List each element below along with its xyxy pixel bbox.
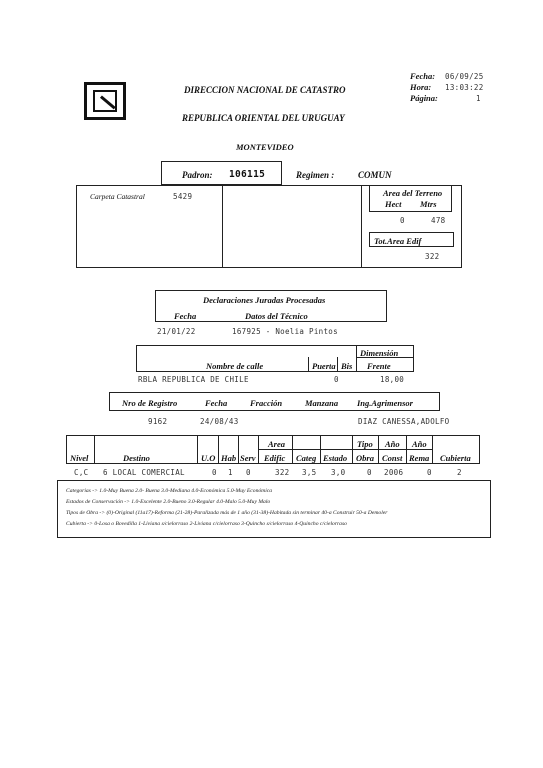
row-categ: 3,5 bbox=[302, 468, 317, 477]
obra-header: Obra bbox=[356, 453, 374, 463]
row-tipo: 0 bbox=[367, 468, 372, 477]
dimension-label: Dimensión bbox=[360, 348, 399, 358]
nro-registro-label: Nro de Registro bbox=[122, 398, 178, 408]
hora-value: 13:03:22 bbox=[445, 83, 484, 92]
tot-area-value: 322 bbox=[425, 252, 440, 261]
pagina-value: 1 bbox=[476, 94, 481, 103]
nombre-calle-label: Nombre de calle bbox=[206, 361, 264, 371]
row-estado: 3,0 bbox=[331, 468, 346, 477]
puerta-value: 0 bbox=[334, 375, 339, 384]
cubierta-header: Cubierta bbox=[440, 453, 471, 463]
regimen-value: COMUN bbox=[358, 170, 392, 180]
area-header: Area bbox=[268, 439, 285, 449]
declaraciones-title: Declaraciones Juradas Procesadas bbox=[203, 295, 326, 305]
row-const: 2006 bbox=[384, 468, 404, 477]
hora-label: Hora: bbox=[410, 82, 432, 92]
edific-header: Edific bbox=[264, 453, 286, 463]
row-serv: 0 bbox=[246, 468, 251, 477]
divider bbox=[222, 185, 223, 268]
divider bbox=[361, 185, 362, 268]
ano-rema-header: Año bbox=[412, 439, 427, 449]
hab-header: Hab bbox=[221, 453, 237, 463]
legend-categorias: Categorias -> 1.0-Muy Buena 2.0- Buena 3.0-Mediana 4.0-Económica 5.0-Muy Económica bbox=[66, 488, 273, 494]
agrimensor-value: DIAZ CANESSA,ADOLFO bbox=[358, 417, 450, 426]
tipo-header: Tipo bbox=[357, 439, 373, 449]
legend-cubierta: Cubierta -> 0-Losa o Bovedilla 1-Liviana s/cielorraso 2-Liviana c/cielorraso 3-Quincho s/cielorraso 4-Quincho c/cielorraso bbox=[66, 521, 347, 527]
declaraciones-fecha-value: 21/01/22 bbox=[157, 327, 196, 336]
row-rema: 0 bbox=[427, 468, 432, 477]
registro-fecha-value: 24/08/43 bbox=[200, 417, 239, 426]
row-cubierta: 2 bbox=[457, 468, 462, 477]
row-nivel: C,C bbox=[74, 468, 89, 477]
row-area: 322 bbox=[275, 468, 290, 477]
registro-fecha-label: Fecha bbox=[205, 398, 228, 408]
mtrs-value: 478 bbox=[431, 216, 446, 225]
department-title: MONTEVIDEO bbox=[236, 142, 294, 152]
nivel-header: Nivel bbox=[70, 453, 89, 463]
estado-header: Estado bbox=[323, 453, 348, 463]
destino-header: Destino bbox=[123, 453, 150, 463]
padron-value: 106115 bbox=[229, 169, 266, 180]
divider bbox=[94, 435, 95, 464]
area-terreno-title: Area del Terreno bbox=[383, 188, 443, 198]
categ-header: Categ bbox=[296, 453, 317, 463]
hect-label: Hect bbox=[385, 199, 402, 209]
agrimensor-label: Ing.Agrimensor bbox=[357, 398, 413, 408]
divider bbox=[218, 435, 219, 464]
regimen-label: Regimen : bbox=[296, 170, 335, 180]
nombre-calle-value: RBLA REPUBLICA DE CHILE bbox=[138, 375, 249, 384]
row-destino: 6 LOCAL COMERCIAL bbox=[103, 468, 185, 477]
frente-label: Frente bbox=[367, 361, 391, 371]
divider bbox=[356, 345, 357, 372]
padron-label: Padron: bbox=[182, 170, 213, 180]
puerta-label: Puerta bbox=[312, 361, 336, 371]
declaraciones-fecha-label: Fecha bbox=[174, 311, 197, 321]
fecha-value: 06/09/25 bbox=[445, 72, 484, 81]
tot-area-label: Tot.Area Edif bbox=[374, 236, 422, 246]
carpeta-value: 5429 bbox=[173, 192, 193, 201]
tecnico-value: 167925 - Noelia Pintos bbox=[232, 327, 338, 336]
rema-header: Rema bbox=[409, 453, 430, 463]
divider bbox=[337, 357, 338, 372]
divider bbox=[238, 435, 239, 464]
legend-tipos: Tipos de Obra -> (0)-Original (11a17)-Reforma (21-28)-Paralizada más de 1 año (31-38)-Habitada sin terminar 40-a Construir 50-a Demoler bbox=[66, 510, 388, 516]
mtrs-label: Mtrs bbox=[420, 199, 437, 209]
row-hab: 1 bbox=[228, 468, 233, 477]
row-uo: 0 bbox=[212, 468, 217, 477]
divider bbox=[258, 449, 432, 450]
country-title: REPUBLICA ORIENTAL DEL URUGUAY bbox=[182, 113, 345, 123]
uo-header: U.O bbox=[201, 453, 216, 463]
manzana-label: Manzana bbox=[305, 398, 339, 408]
legend-estados: Estados de Conservación -> 1.0-Excelente 2.0-Bueno 3.0-Regular 4.0-Malo 5.0-Muy Malo bbox=[66, 499, 271, 505]
ano-const-header: Año bbox=[385, 439, 400, 449]
serv-header: Serv bbox=[240, 453, 256, 463]
divider bbox=[197, 435, 198, 464]
agency-title: DIRECCION NACIONAL DE CATASTRO bbox=[184, 85, 346, 95]
nro-registro-value: 9162 bbox=[148, 417, 168, 426]
hect-value: 0 bbox=[400, 216, 405, 225]
const-header: Const bbox=[382, 453, 403, 463]
fraccion-label: Fracción bbox=[250, 398, 283, 408]
divider bbox=[432, 435, 433, 464]
divider bbox=[308, 357, 309, 372]
carpeta-label: Carpeta Catastral bbox=[90, 192, 145, 201]
fecha-label: Fecha: bbox=[410, 71, 436, 81]
pagina-label: Página: bbox=[410, 93, 438, 103]
frente-value: 18,00 bbox=[380, 375, 405, 384]
tecnico-label: Datos del Técnico bbox=[245, 311, 308, 321]
bis-label: Bis bbox=[341, 361, 353, 371]
catastro-logo bbox=[84, 82, 126, 120]
